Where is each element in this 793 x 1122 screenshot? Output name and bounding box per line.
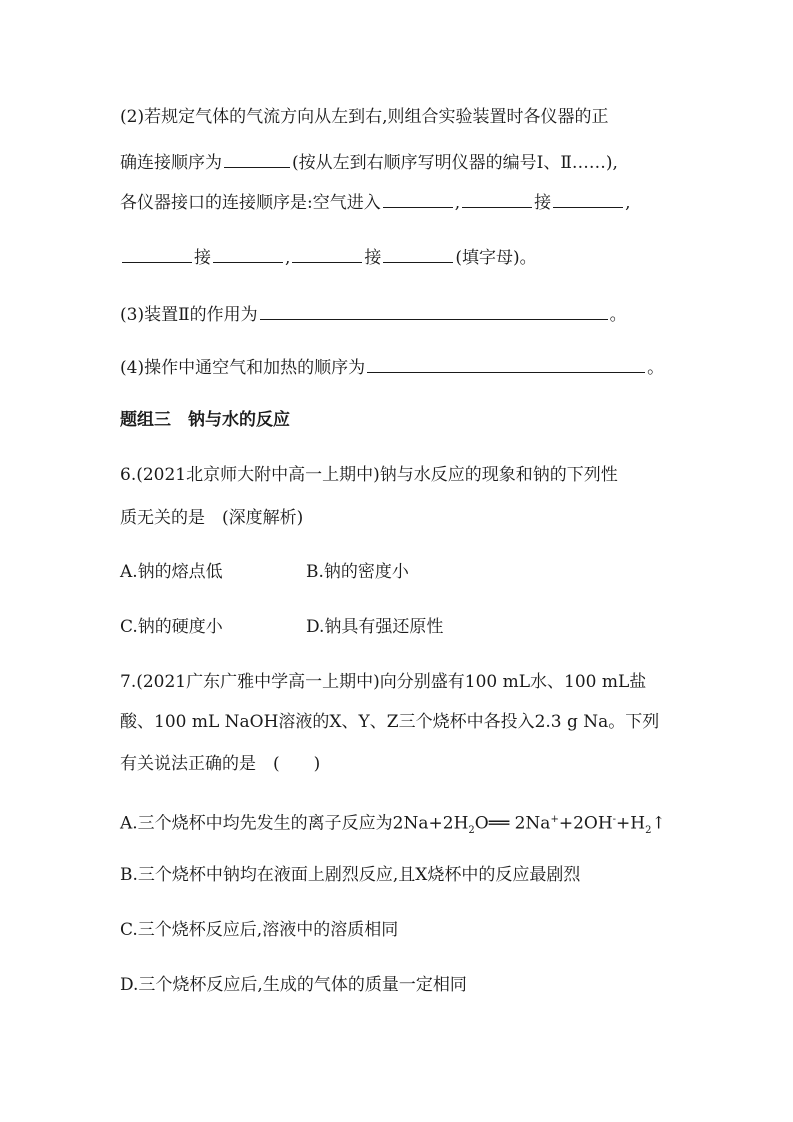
q7-option-c[interactable]: C.三个烧杯反应后,溶液中的溶质相同 — [120, 920, 399, 940]
q6-options-row-2 — [120, 616, 444, 638]
q3-text: (3)装置Ⅱ的作用为 — [120, 305, 258, 325]
q4-text: (4)操作中通空气和加热的顺序为 — [120, 358, 366, 378]
answer-blank-port-1[interactable] — [383, 191, 453, 208]
q2-order-label: 确连接顺序为 — [120, 153, 222, 173]
q2-line-2 — [120, 151, 618, 174]
q6-line-1: 6.(2021北京师大附中高一上期中)钠与水反应的现象和钠的下列性 — [120, 465, 618, 485]
q6-option-c[interactable]: C.钠的硬度小 — [120, 617, 223, 637]
q6-option-b[interactable]: B.钠的密度小 — [306, 562, 409, 582]
q2-order-note: (按从左到右顺序写明仪器的编号Ⅰ、Ⅱ……), — [292, 153, 618, 173]
q7-option-a-text: A.三个烧杯中均先发生的离子反应为2Na+2H — [120, 813, 469, 834]
answer-blank-port-5[interactable] — [213, 246, 283, 263]
equation-equals: ══ — [488, 813, 510, 834]
q6-option-a[interactable]: A.钠的熔点低 — [120, 562, 223, 582]
subscript: 2 — [468, 825, 475, 837]
answer-blank-order[interactable] — [224, 151, 290, 168]
gas-arrow-icon: ↑ — [651, 813, 666, 834]
q7-option-a-text: 2Na — [509, 813, 551, 834]
q7-option-a-text: +H — [616, 813, 646, 834]
q6-options-row-1 — [120, 561, 409, 583]
comma: , — [285, 248, 291, 268]
section-title: 题组三 钠与水的反应 — [120, 410, 290, 430]
q2-line-4 — [120, 246, 537, 269]
q7-line-3: 有关说法正确的是 ( ) — [120, 754, 321, 774]
connect-word: 接 — [364, 248, 382, 268]
connect-word: 接 — [194, 248, 211, 268]
answer-blank-q4[interactable] — [367, 356, 645, 373]
comma: , — [454, 193, 461, 213]
q7-line-2: 酸、100 mL NaOH溶液的X、Y、Z三个烧杯中各投入2.3 g Na。下列 — [120, 712, 660, 732]
q7-option-a-text: O — [474, 813, 489, 834]
answer-blank-port-2[interactable] — [462, 191, 532, 208]
answer-blank-q3[interactable] — [260, 303, 608, 320]
q3-end: 。 — [609, 305, 627, 325]
q2-line-1: (2)若规定气体的气流方向从左到右,则组合实验装置时各仪器的正 — [120, 107, 609, 127]
answer-blank-port-4[interactable] — [122, 246, 192, 263]
connect-word: 接 — [534, 193, 552, 213]
answer-blank-port-6[interactable] — [292, 246, 362, 263]
q6-option-d[interactable]: D.钠具有强还原性 — [306, 617, 444, 637]
q3-line — [120, 303, 627, 326]
q7-option-a[interactable] — [120, 809, 666, 842]
superscript: + — [550, 814, 559, 825]
q4-end: 。 — [647, 358, 665, 378]
q4-line — [120, 356, 664, 379]
subscript: 2 — [645, 825, 652, 837]
q6-line-2: 质无关的是 (深度解析) — [120, 508, 304, 528]
q7-option-b[interactable]: B.三个烧杯中钠均在液面上剧烈反应,且X烧杯中的反应最剧烈 — [120, 865, 581, 885]
q7-option-d[interactable]: D.三个烧杯反应后,生成的气体的质量一定相同 — [120, 975, 467, 995]
comma: , — [625, 193, 631, 213]
q2-port-text: 各仪器接口的连接顺序是:空气进入 — [120, 193, 381, 213]
q7-option-a-text: +2OH — [558, 813, 613, 834]
q7-line-1: 7.(2021广东广雅中学高一上期中)向分别盛有100 mL水、100 mL盐 — [120, 672, 647, 692]
answer-blank-port-3[interactable] — [553, 191, 623, 208]
q2-line-3 — [120, 191, 631, 214]
superscript: - — [612, 814, 617, 825]
answer-blank-port-7[interactable] — [383, 246, 453, 263]
fill-note: (填字母)。 — [455, 248, 537, 268]
